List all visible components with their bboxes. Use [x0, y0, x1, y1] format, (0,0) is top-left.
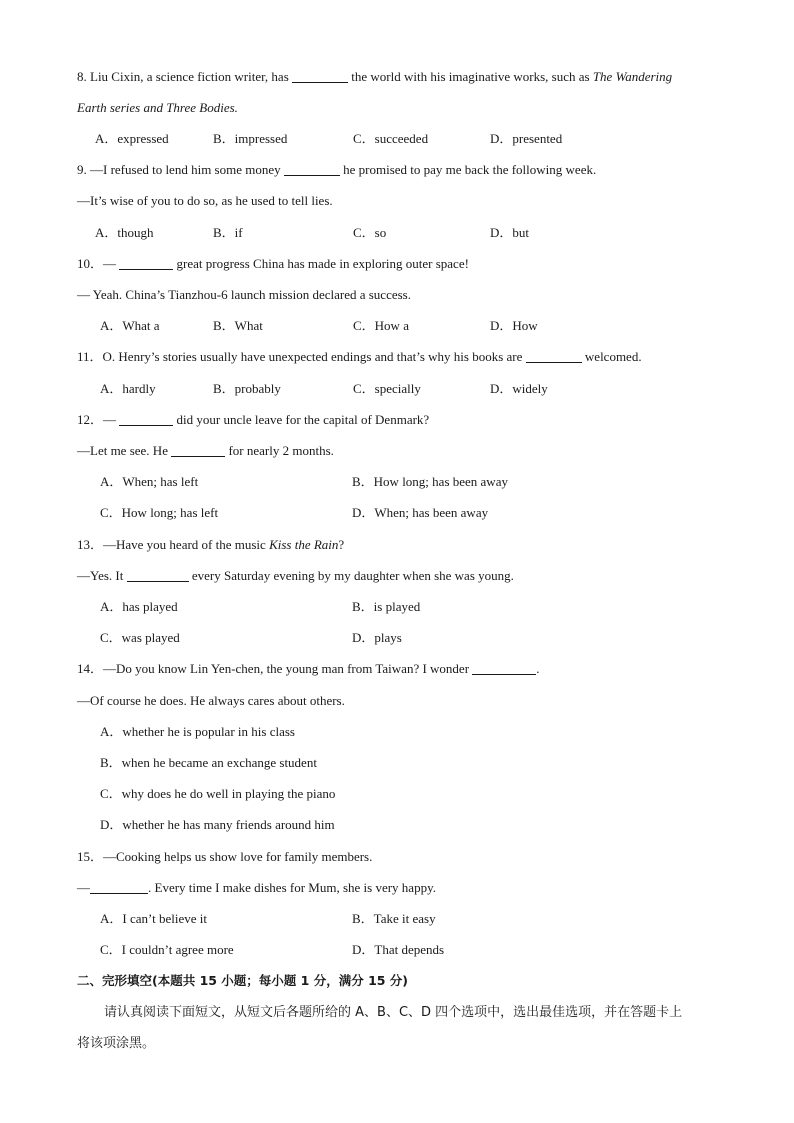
- q11-option-d[interactable]: D．widely: [490, 381, 548, 396]
- q8-option-b[interactable]: B．impressed: [213, 131, 288, 146]
- q9-blank[interactable]: [284, 163, 340, 176]
- q15-blank[interactable]: [90, 881, 148, 894]
- q14-option-c[interactable]: C．why does he do well in playing the piano: [100, 786, 336, 801]
- q8-option-c[interactable]: C．succeeded: [353, 131, 429, 146]
- q14-blank[interactable]: [472, 662, 536, 675]
- q9-option-a[interactable]: A．though: [95, 225, 154, 240]
- q10-option-b[interactable]: B．What: [213, 318, 263, 333]
- q11-option-c[interactable]: C．specially: [353, 381, 421, 396]
- q14-reply: —Of course he does. He always cares about others.: [77, 693, 345, 708]
- q12-blank-1[interactable]: [119, 413, 173, 426]
- q14-option-a[interactable]: A．whether he is popular in his class: [100, 724, 295, 739]
- q12-option-d[interactable]: D．When; has been away: [352, 505, 489, 520]
- q13-option-a[interactable]: A．has played: [100, 599, 178, 614]
- q12-option-c[interactable]: C．How long; has left: [100, 505, 219, 520]
- q13-option-b[interactable]: B．is played: [352, 599, 421, 614]
- q8-stem: 8. Liu Cixin, a science fiction writer, has the world with his imaginative works, such as The Wandering: [77, 69, 673, 84]
- q9-stem: 9. —I refused to lend him some money he promised to pay me back the following week.: [77, 162, 597, 177]
- q10-option-d[interactable]: D．How: [490, 318, 538, 333]
- q14-stem: 14．—Do you know Lin Yen-chen, the young man from Taiwan? I wonder .: [77, 661, 540, 676]
- q15-stem: 15．—Cooking helps us show love for family members.: [77, 849, 373, 864]
- q15-reply: — . Every time I make dishes for Mum, she is very happy.: [77, 880, 436, 895]
- q11-blank[interactable]: [526, 350, 582, 363]
- q8-option-d[interactable]: D．presented: [490, 131, 563, 146]
- q14-option-d[interactable]: D．whether he has many friends around him: [100, 817, 335, 832]
- q10-option-c[interactable]: C．How a: [353, 318, 409, 333]
- q11-option-a[interactable]: A．hardly: [100, 381, 156, 396]
- q13-option-c[interactable]: C．was played: [100, 630, 180, 645]
- q10-option-a[interactable]: A．What a: [100, 318, 160, 333]
- q13-stem: 13．—Have you heard of the music Kiss the Rain?: [77, 537, 345, 552]
- q8-blank[interactable]: [292, 70, 348, 83]
- q12-blank-2[interactable]: [171, 444, 225, 457]
- q13-option-d[interactable]: D．plays: [352, 630, 402, 645]
- q12-stem: 12．— did your uncle leave for the capital of Denmark?: [77, 412, 430, 427]
- q9-option-d[interactable]: D．but: [490, 225, 530, 240]
- q12-option-b[interactable]: B．How long; has been away: [352, 474, 508, 489]
- q11-stem: 11．O. Henry’s stories usually have unexpected endings and that’s why his books are welcomed.: [77, 349, 642, 364]
- q8-stem-cont: Earth series and Three Bodies.: [77, 100, 238, 115]
- q8-option-a[interactable]: A．expressed: [95, 131, 169, 146]
- q15-option-b[interactable]: B．Take it easy: [352, 911, 436, 926]
- section-2-instruction: 请认真阅读下面短文，从短文后各题所给的 A、B、C、D 四个选项中，选出最佳选项，并在答题卡上: [104, 1005, 683, 1020]
- q13-reply: —Yes. It every Saturday evening by my daughter when she was young.: [77, 568, 514, 583]
- q9-option-b[interactable]: B．if: [213, 225, 243, 240]
- q9-option-c[interactable]: C．so: [353, 225, 387, 240]
- q15-option-a[interactable]: A．I can’t believe it: [100, 911, 207, 926]
- q10-blank[interactable]: [119, 257, 173, 270]
- q12-option-a[interactable]: A．When; has left: [100, 474, 199, 489]
- section-2-instruction-cont: 将该项涂黑。: [77, 1036, 156, 1051]
- q9-reply: —It’s wise of you to do so, as he used to tell lies.: [77, 193, 333, 208]
- q12-reply: —Let me see. He for nearly 2 months.: [77, 443, 334, 458]
- q11-option-b[interactable]: B．probably: [213, 381, 281, 396]
- q10-reply: — Yeah. China’s Tianzhou-6 launch mission declared a success.: [77, 287, 411, 302]
- q13-blank[interactable]: [127, 569, 189, 582]
- q15-option-d[interactable]: D．That depends: [352, 942, 445, 957]
- section-2-heading: 二、完形填空(本题共 15 小题；每小题 1 分，满分 15 分): [77, 973, 409, 988]
- q14-option-b[interactable]: B．when he became an exchange student: [100, 755, 317, 770]
- q15-option-c[interactable]: C．I couldn’t agree more: [100, 942, 234, 957]
- q10-stem: 10．— great progress China has made in exploring outer space!: [77, 256, 469, 271]
